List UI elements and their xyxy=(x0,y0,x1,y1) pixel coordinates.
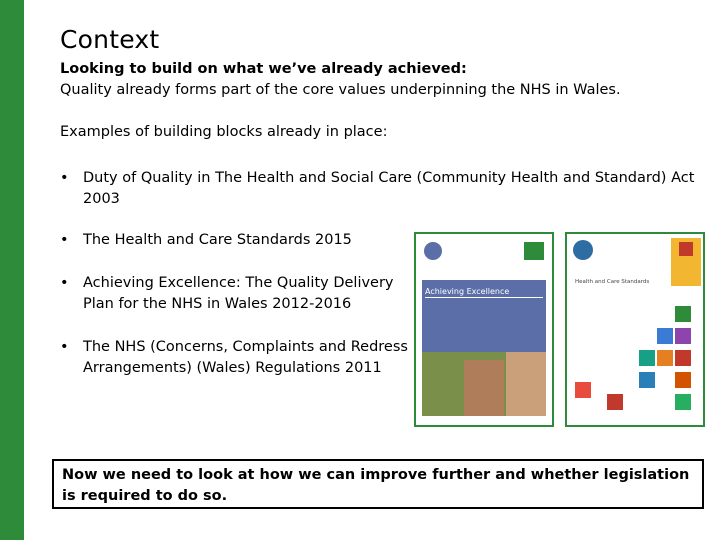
cover-tile xyxy=(639,350,655,366)
cover-tile xyxy=(607,394,623,410)
left-accent-bar xyxy=(0,0,24,540)
welsh-government-logo-icon xyxy=(679,242,693,256)
bullet-dot: • xyxy=(60,170,69,186)
cover-tile xyxy=(675,394,691,410)
nhs-logo-icon xyxy=(573,240,593,260)
intro-line: Quality already forms part of the core values underpinning the NHS in Wales. xyxy=(60,82,621,98)
cover-photo xyxy=(506,352,546,416)
intro-bold: Looking to build on what we’ve already achieved: xyxy=(60,61,467,77)
cover-tile xyxy=(657,350,673,366)
cover-tile xyxy=(675,306,691,322)
cover-headline: Achieving Excellence xyxy=(425,287,510,296)
bullet-dot: • xyxy=(60,232,69,248)
cover-photo xyxy=(464,360,504,416)
bullet-item xyxy=(60,168,703,210)
bullet-item xyxy=(60,337,413,379)
nhs-logo-icon xyxy=(424,242,442,260)
cover-divider xyxy=(425,297,543,298)
bullet-text: The NHS (Concerns, Complaints and Redress Arrangements) (Wales) Regulations 2011 xyxy=(83,339,408,376)
slide-title: Context xyxy=(60,25,160,54)
cover-tile xyxy=(675,372,691,388)
bullet-dot: • xyxy=(60,275,69,291)
bullet-text: Achieving Excellence: The Quality Delivery Plan for the NHS in Wales 2012-2016 xyxy=(83,275,394,312)
cover-tile xyxy=(657,328,673,344)
achieving-excellence-cover-image xyxy=(414,232,554,427)
callout-note: Now we need to look at how we can improve further and whether legislation is required to do so. xyxy=(52,459,704,509)
bullet-item xyxy=(60,273,413,315)
welsh-government-logo-icon xyxy=(524,242,544,260)
cover-tile xyxy=(675,350,691,366)
cover-headline: Health and Care Standards xyxy=(575,279,650,285)
bullet-text: The Health and Care Standards 2015 xyxy=(83,232,352,248)
bullet-text: Duty of Quality in The Health and Social Care (Community Health and Standard) Act 2003 xyxy=(83,170,695,207)
examples-heading: Examples of building blocks already in place: xyxy=(60,124,388,140)
cover-tile xyxy=(675,328,691,344)
bullet-dot: • xyxy=(60,339,69,355)
cover-tile xyxy=(575,382,591,398)
cover-tile xyxy=(639,372,655,388)
health-care-standards-cover-image xyxy=(565,232,705,427)
